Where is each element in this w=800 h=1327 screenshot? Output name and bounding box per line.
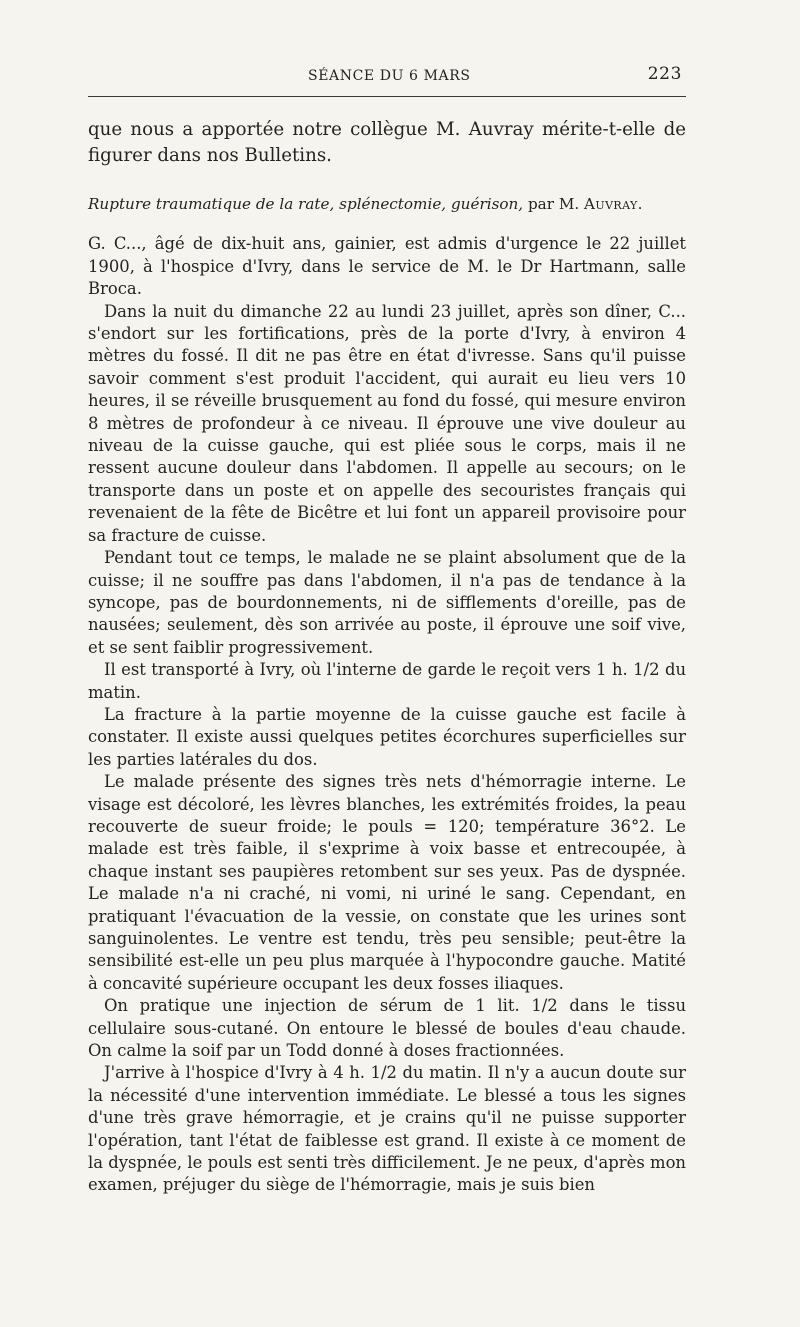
paragraph: Le malade présente des signes très nets d'hémorragie interne. Le visage est décoloré, les lèvres blanches, les extrémités froides, la peau recouverte de sueur froide; le pouls = 120; température 36°2. Le malade est très faible, il s'exprime à voix basse et entrecoupée, à chaque instant ses paupières retombent sur ses yeux. Pas de dyspnée. Le malade n'a ni craché, ni vomi, ni uriné le sang. Cependant, en pratiquant l'évacuation de la vessie, on constate que les urines sont sanguinolentes. Le ventre est tendu, très peu sensible; peut-être la sensibilité est-elle un peu plus marquée à l'hypocondre gauche. Matité à concavité supérieure occupant les deux fosses iliaques. [88,772,686,993]
article-body [88,233,686,1196]
paragraph: On pratique une injection de sérum de 1 lit. 1/2 dans le tissu cellulaire sous-cutané. On entoure le blessé de boules d'eau chaude. On calme la soif par un Todd donné à doses fractionnées. [88,996,686,1061]
paragraph: La fracture à la partie moyenne de la cuisse gauche est facile à constater. Il existe aussi quelques petites écorchures superficielles sur les parties latérales du dos. [88,704,686,769]
header-rule [88,96,686,97]
lead-paragraph: que nous a apportée notre collègue M. Auvray mérite-t-elle de figurer dans nos Bulletins. [88,119,686,166]
section-heading-author: Auvray. [584,195,643,213]
section-heading [88,193,686,215]
paragraph: G. C..., âgé de dix-huit ans, gainier, est admis d'urgence le 22 juillet 1900, à l'hospice d'Ivry, dans le service de M. le Dr Hartmann, salle Broca. [88,234,686,299]
paragraph: Dans la nuit du dimanche 22 au lundi 23 juillet, après son dîner, C... s'endort sur les fortifications, près de la porte d'Ivry, à environ 4 mètres du fossé. Il dit ne pas être en état d'ivresse. Sans qu'il puisse savoir comment s'est produit l'accident, qui aurait eu lieu vers 10 heures, il se réveille brusquement au fond du fossé, qui mesure environ 8 mètres de profondeur à ce niveau. Il éprouve une vive douleur au niveau de la cuisse gauche, qui est pliée sous le corps, mais il ne ressent aucune douleur dans l'abdomen. Il appelle au secours; on le transporte dans un poste et on appelle des secouristes français qui revenaient de la fête de Bicêtre et lui font un appareil provisoire pour sa fracture de cuisse. [88,301,686,545]
paragraph: Pendant tout ce temps, le malade ne se plaint absolument que de la cuisse; il ne souffre pas dans l'abdomen, il n'a pas de tendance à la syncope, pas de bourdonnements, ni de sifflements d'oreille, pas de nausées; seulement, dès son arrivée au poste, il éprouve une soif vive, et se sent faiblir progressivement. [88,548,686,657]
page [88,64,686,1197]
section-heading-by: par M. [527,195,580,213]
running-header [88,64,686,90]
running-title: SÉANCE DU 6 MARS [308,68,471,84]
section-heading-title: Rupture traumatique de la rate, splénectomie, guérison, [88,195,524,213]
paragraph: J'arrive à l'hospice d'Ivry à 4 h. 1/2 du matin. Il n'y a aucun doute sur la nécessité d'une intervention immédiate. Le blessé a tous les signes d'une très grave hémorragie, et je crains qu'il ne puisse supporter l'opération, tant l'état de faiblesse est grand. Il existe à ce moment de la dyspnée, le pouls est senti très difficilement. Je ne peux, d'après mon examen, préjuger du siège de l'hémorragie, mais je suis bien [88,1063,686,1195]
paragraph: Il est transporté à Ivry, où l'interne de garde le reçoit vers 1 h. 1/2 du matin. [88,660,686,702]
page-number: 223 [647,64,682,84]
